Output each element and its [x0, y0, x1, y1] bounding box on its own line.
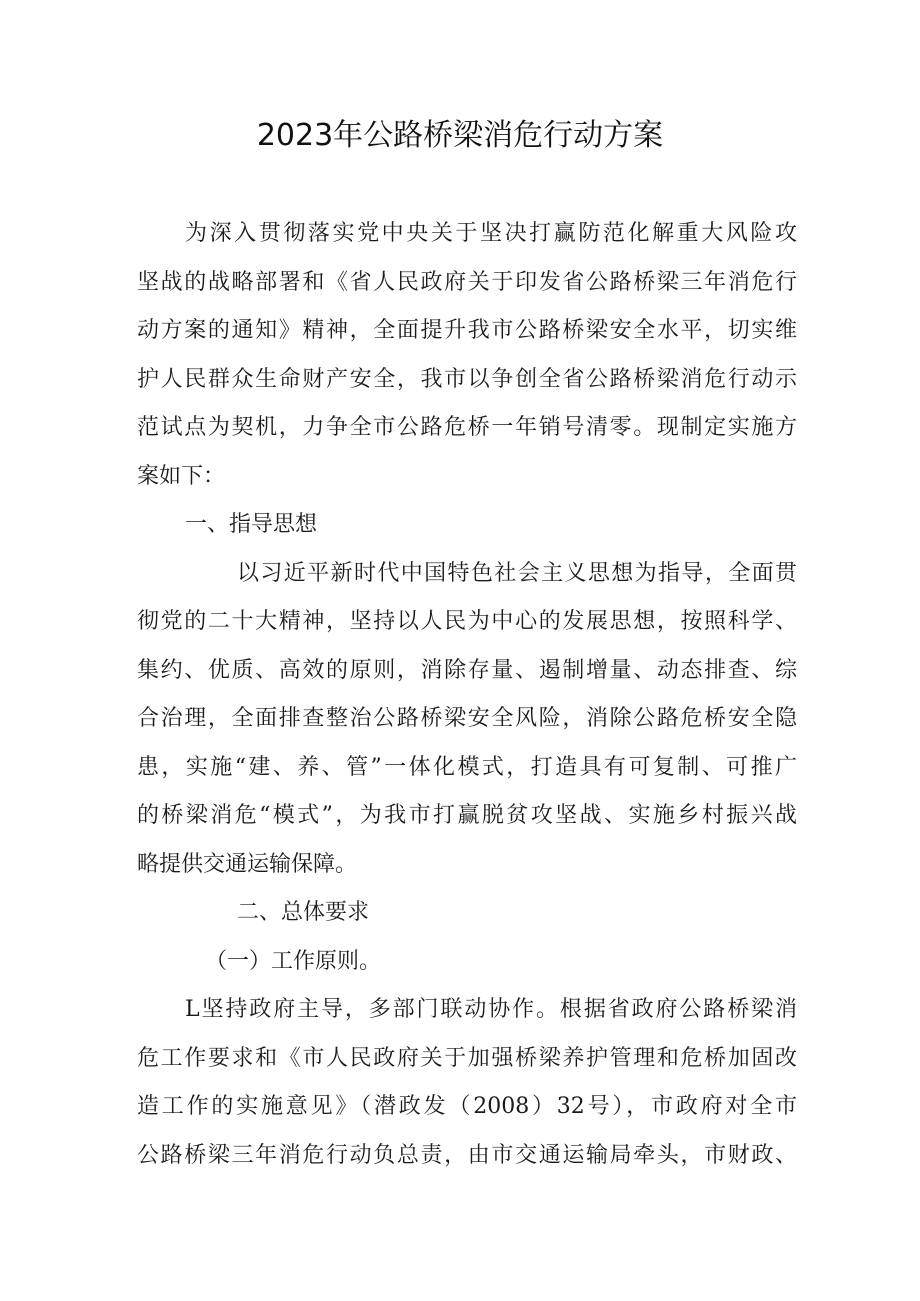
paragraph-line: 公路桥梁三年消危行动负总责，由市交通运输局牵头，市财政、 [137, 1142, 797, 1168]
subsection-heading: （一）工作原则。 [205, 948, 382, 974]
paragraph-line: 案如下： [137, 463, 226, 489]
paragraph-line: 患，实施“建、养、管”一体化模式，打造具有可复制、可推广 [137, 754, 797, 780]
paragraph-line: 坚战的战略部署和《省人民政府关于印发省公路桥梁三年消危行 [137, 269, 797, 295]
document-title: 2023年公路桥梁消危行动方案 [256, 118, 664, 153]
paragraph-line: 动方案的通知》精神，全面提升我市公路桥梁安全水平，切实维 [137, 318, 797, 343]
paragraph-line: 合治理，全面排查整治公路桥梁安全风险，消除公路危桥安全隐 [137, 706, 797, 731]
section-heading: 一、指导思想 [185, 512, 318, 537]
paragraph-line: 彻党的二十大精神，坚持以人民为中心的发展思想，按照科学、 [137, 609, 797, 634]
section-heading: 二、总体要求 [237, 900, 370, 925]
paragraph-line: 造工作的实施意见》（潜政发（2008）32号），市政府对全市 [137, 1094, 797, 1119]
paragraph-line: 略提供交通运输保障。 [137, 851, 358, 877]
paragraph-line: 范试点为契机，力争全市公路危桥一年销号清零。现制定实施方 [137, 415, 797, 440]
paragraph-line: 的桥梁消危“模式”，为我市打赢脱贫攻坚战、实施乡村振兴战 [137, 803, 797, 828]
document-body [137, 210, 797, 1180]
paragraph-line: 护人民群众生命财产安全，我市以争创全省公路桥梁消危行动示 [137, 366, 797, 392]
paragraph-line: 危工作要求和《市人民政府关于加强桥梁养护管理和危桥加固改 [137, 1045, 797, 1071]
paragraph-line: 以习近平新时代中国特色社会主义思想为指导，全面贯 [237, 560, 797, 586]
paragraph-line: L坚持政府主导，多部门联动协作。根据省政府公路桥梁消 [185, 997, 797, 1022]
paragraph-line: 集约、优质、高效的原则，消除存量、遏制增量、动态排查、综 [137, 657, 797, 683]
paragraph-line: 为深入贯彻落实党中央关于坚决打赢防范化解重大风险攻 [185, 221, 797, 246]
